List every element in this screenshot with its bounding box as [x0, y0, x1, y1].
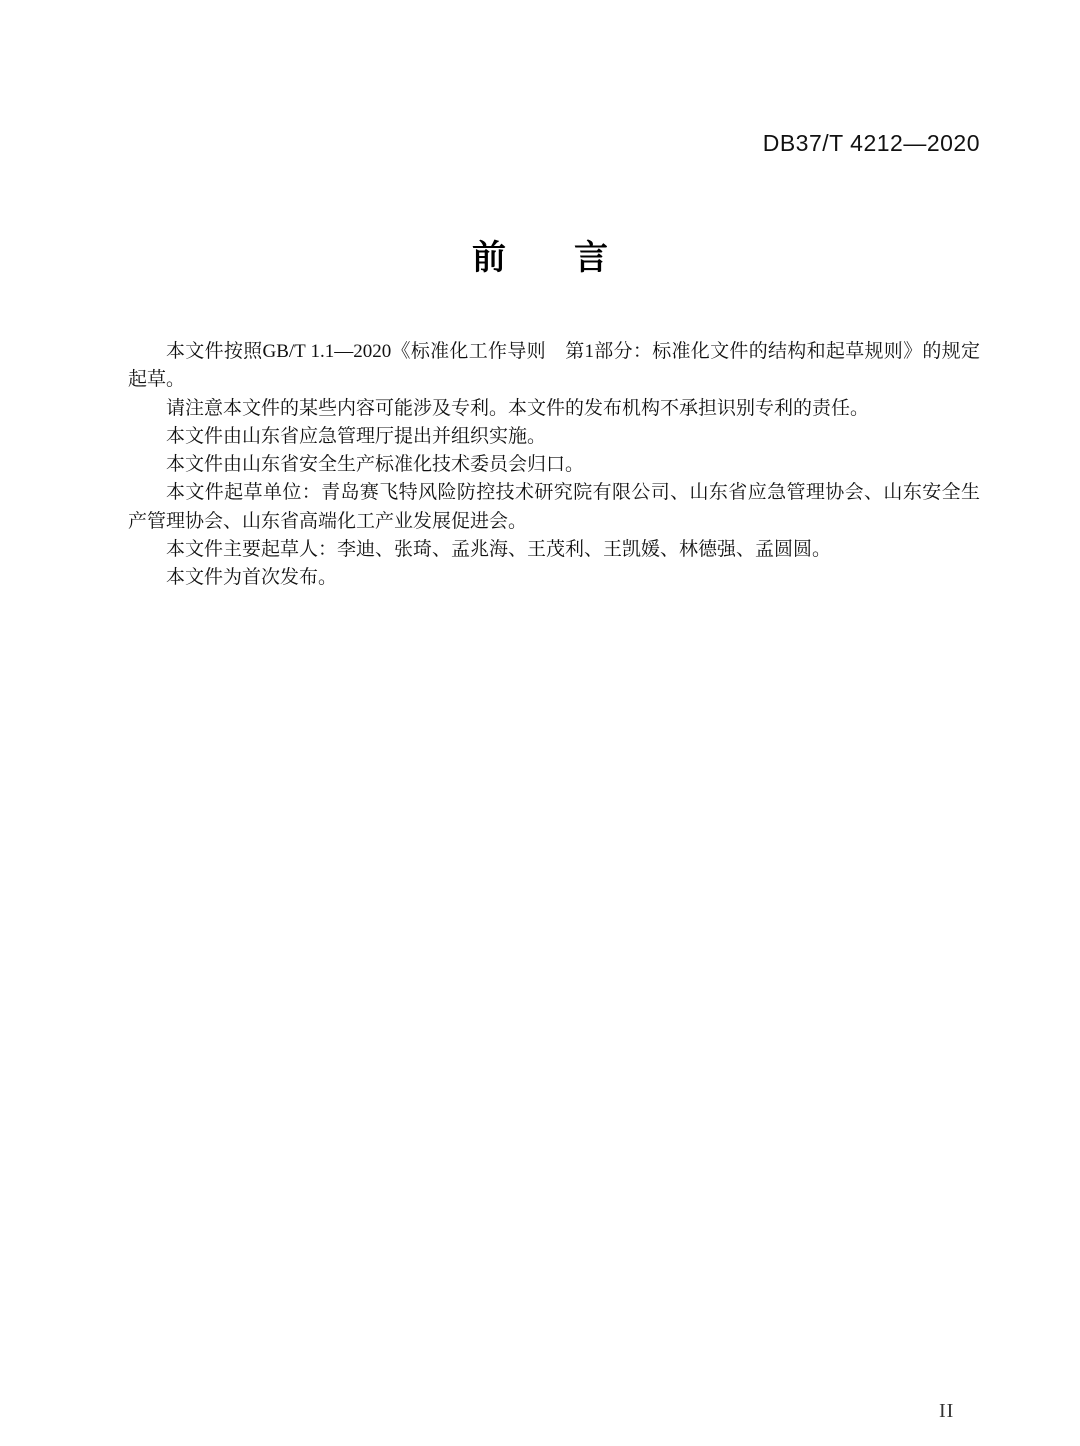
paragraph-drafting-rules: 本文件按照GB/T 1.1—2020《标准化工作导则 第1部分：标准化文件的结构和起草规则》的规定起草。	[128, 341, 980, 391]
page-footer	[939, 1400, 954, 1423]
paragraph-patent-notice: 请注意本文件的某些内容可能涉及专利。本文件的发布机构不承担识别专利的责任。	[166, 397, 870, 419]
paragraph-proposing-authority: 本文件由山东省应急管理厅提出并组织实施。	[166, 425, 547, 447]
page-header	[128, 130, 980, 157]
paragraph-first-release: 本文件为首次发布。	[166, 567, 338, 589]
page-number: II	[939, 1400, 955, 1422]
standard-number: DB37/T 4212—2020	[762, 130, 980, 156]
paragraph-centralized-committee: 本文件由山东省安全生产标准化技术委员会归口。	[166, 454, 585, 476]
foreword-body	[128, 338, 980, 593]
page-title: 前 言	[472, 238, 608, 278]
paragraph-main-drafters: 本文件主要起草人：李迪、张琦、孟兆海、王茂利、王凯媛、林德强、孟圆圆。	[166, 539, 832, 561]
paragraph-drafting-organizations: 本文件起草单位：青岛赛飞特风险防控技术研究院有限公司、山东省应急管理协会、山东安全生产管理协会、山东省高端化工产业发展促进会。	[128, 482, 980, 532]
